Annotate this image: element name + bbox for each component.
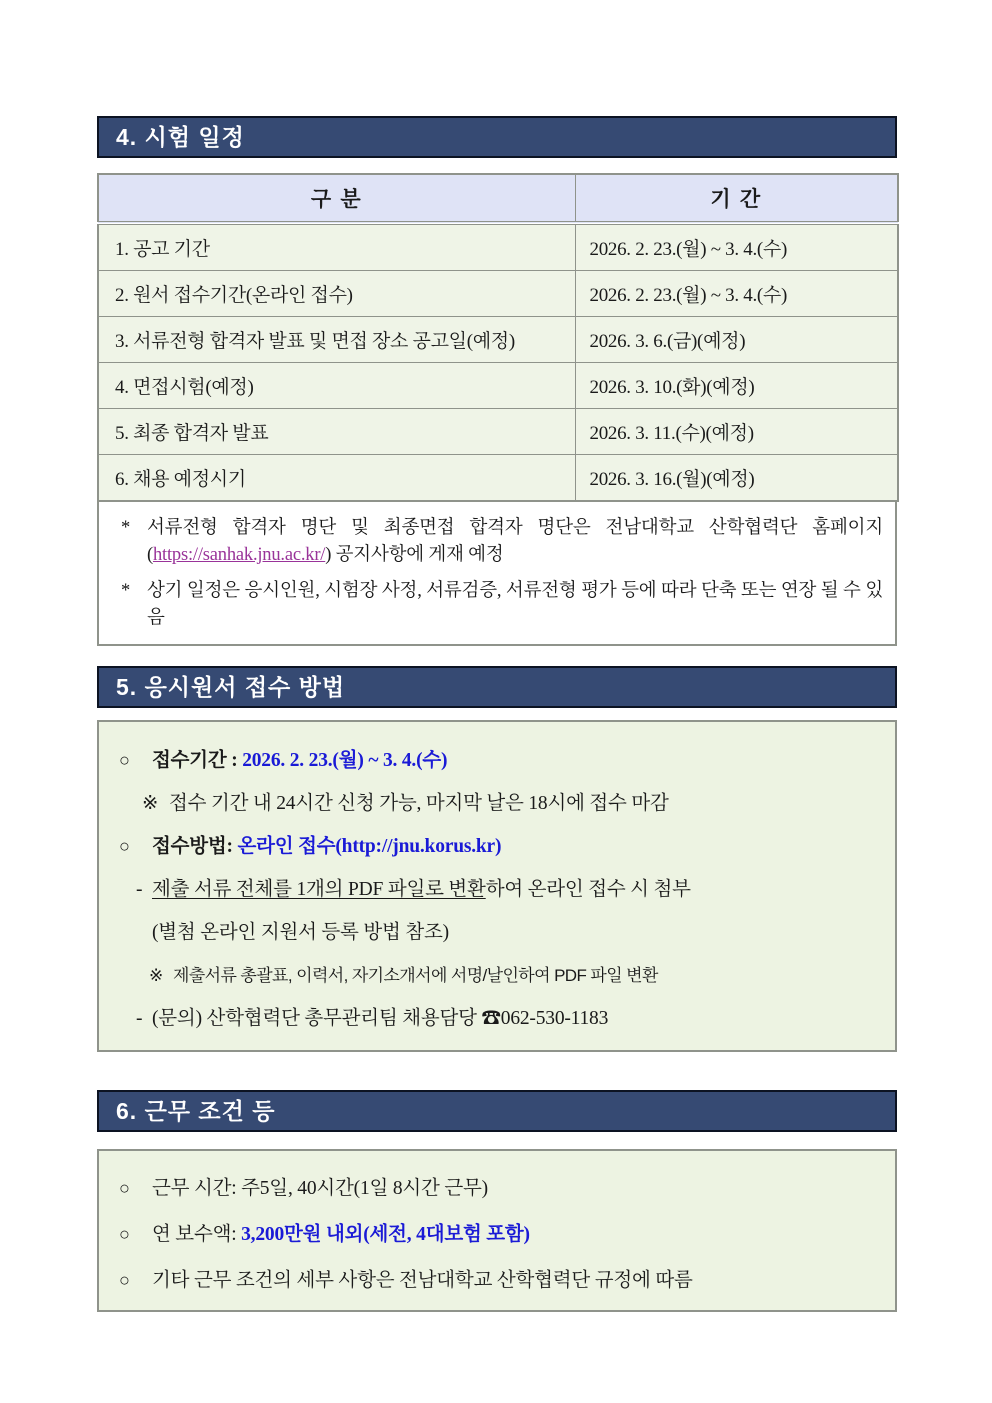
section6-header — [97, 1090, 897, 1132]
circle-bullet: ○ — [119, 1270, 130, 1290]
text-segment: 접수방법: — [152, 836, 238, 857]
table-row — [98, 223, 898, 271]
asterisk-marker: * — [121, 581, 131, 601]
schedule-item-period: 2026. 3. 16.(월)(예정) — [575, 455, 898, 502]
bullet-line — [99, 1221, 877, 1248]
text-segment: 연 보수액: — [152, 1224, 242, 1245]
table-row — [98, 317, 898, 363]
note-item — [111, 515, 883, 569]
dash-bullet: - — [136, 879, 143, 900]
circle-bullet: ○ — [119, 750, 130, 770]
text-segment: 서류전형 합격자 명단 및 최종면접 합격자 명단은 전남대학교 산학협력단 홈페이지 ( — [147, 518, 883, 565]
bullet-line — [99, 876, 877, 903]
bullet-line — [99, 962, 877, 989]
table-row — [98, 455, 898, 502]
table-row — [98, 409, 898, 455]
work-conditions-box — [97, 1149, 897, 1312]
bullet-line — [99, 747, 877, 774]
reference-mark: ※ — [149, 966, 163, 985]
text-segment: (별첨 온라인 지원서 등록 방법 참조) — [152, 922, 449, 943]
note-item — [111, 578, 883, 632]
emphasis-text: 온라인 접수(http://jnu.korus.kr) — [237, 836, 502, 857]
section4-title: 4. 시험 일정 — [116, 124, 245, 150]
circle-bullet: ○ — [119, 836, 130, 856]
schedule-table-body — [98, 223, 898, 501]
text-segment: ) 공지사항에 게재 예정 — [325, 545, 504, 565]
text-segment: 기타 근무 조건의 세부 사항은 전남대학교 산학협력단 규정에 따름 — [152, 1270, 693, 1291]
bullet-line — [99, 833, 877, 860]
schedule-item-label: 3. 서류전형 합격자 발표 및 면접 장소 공고일(예정) — [98, 317, 575, 363]
page-content — [97, 0, 897, 1312]
dash-bullet: - — [136, 1008, 143, 1029]
schedule-item-period: 2026. 2. 23.(월) ~ 3. 4.(수) — [575, 271, 898, 317]
table-header-row — [98, 174, 898, 223]
section5-header — [97, 666, 897, 708]
section4-header — [97, 116, 897, 158]
schedule-notes-box — [97, 500, 897, 646]
schedule-item-label: 6. 채용 예정시기 — [98, 455, 575, 502]
schedule-item-period: 2026. 2. 23.(월) ~ 3. 4.(수) — [575, 223, 898, 271]
text-segment: 접수 기간 내 24시간 신청 가능, 마지막 날은 18시에 접수 마감 — [169, 793, 669, 814]
text-segment: (문의) 산학협력단 총무관리팀 채용담당 ☎062-530-1183 — [152, 1008, 609, 1029]
text-segment: 제출 서류 전체를 1개의 PDF 파일로 변환 — [152, 879, 486, 900]
schedule-item-label: 2. 원서 접수기간(온라인 접수) — [98, 271, 575, 317]
bullet-line — [99, 1005, 877, 1032]
schedule-item-label: 1. 공고 기간 — [98, 223, 575, 271]
asterisk-marker: * — [121, 518, 131, 538]
circle-bullet: ○ — [119, 1224, 130, 1244]
text-segment: 하여 온라인 접수 시 첨부 — [485, 879, 691, 900]
schedule-item-label: 4. 면접시험(예정) — [98, 363, 575, 409]
schedule-item-period: 2026. 3. 6.(금)(예정) — [575, 317, 898, 363]
text-segment: 근무 시간: 주5일, 40시간(1일 8시간 근무) — [152, 1178, 488, 1199]
section6-title: 6. 근무 조건 등 — [116, 1098, 276, 1124]
bullet-line — [99, 1267, 877, 1294]
text-segment: 접수기간 : — [152, 750, 243, 771]
schedule-item-label: 5. 최종 합격자 발표 — [98, 409, 575, 455]
bullet-line — [99, 919, 877, 946]
column-header-category: 구 분 — [98, 174, 575, 223]
text-segment: 상기 일정은 응시인원, 시험장 사정, 서류검증, 서류전형 평가 등에 따라 단축 또는 연장 될 수 있음 — [147, 581, 883, 628]
schedule-table-head — [98, 174, 898, 223]
text-segment: 제출서류 총괄표, 이력서, 자기소개서에 서명/날인하여 PDF 파일 변환 — [173, 966, 658, 985]
schedule-item-period: 2026. 3. 11.(수)(예정) — [575, 409, 898, 455]
table-row — [98, 363, 898, 409]
bullet-line — [99, 790, 877, 817]
schedule-item-period: 2026. 3. 10.(화)(예정) — [575, 363, 898, 409]
reference-mark: ※ — [142, 793, 159, 814]
circle-bullet: ○ — [119, 1178, 130, 1198]
exam-schedule-table — [97, 173, 899, 502]
emphasis-text: 2026. 2. 23.(월) ~ 3. 4.(수) — [242, 750, 448, 771]
table-row — [98, 271, 898, 317]
bullet-line — [99, 1175, 877, 1202]
application-method-box — [97, 720, 897, 1052]
emphasis-text: 3,200만원 내외(세전, 4대보험 포함) — [241, 1224, 530, 1245]
sanhak-homepage-link[interactable]: https://sanhak.jnu.ac.kr/ — [152, 545, 326, 565]
section5-title: 5. 응시원서 접수 방법 — [116, 674, 346, 700]
column-header-period: 기 간 — [575, 174, 898, 223]
